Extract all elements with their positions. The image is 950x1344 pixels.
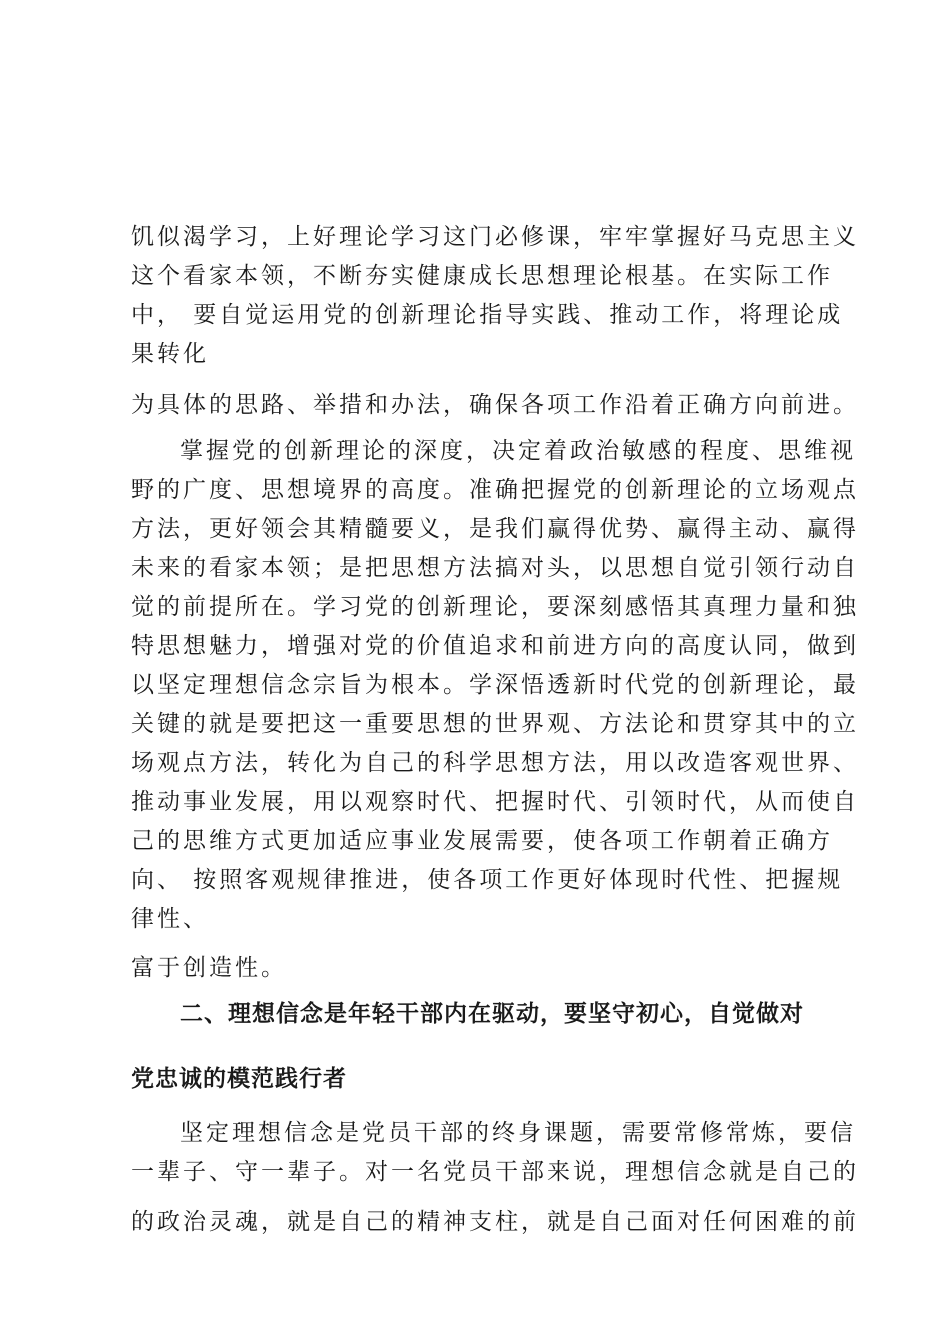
text-line: 野的广度、思想境界的高度。准确把握党的创新理论的立场观点: [131, 477, 859, 503]
text-line: 方法，更好领会其精髓要义，是我们赢得优势、赢得主动、赢得: [131, 516, 859, 542]
section-heading-continuation: 党忠诚的模范践行者: [131, 1066, 347, 1092]
text-line: 向、 按照客观规律推进，使各项工作更好体现时代性、把握规: [131, 867, 844, 893]
text-line: 未来的看家本领；是把思想方法搞对头，以思想自觉引领行动自: [131, 555, 859, 581]
text-line: 果转化: [131, 341, 209, 367]
text-line: 觉的前提所在。学习党的创新理论，要深刻感悟其真理力量和独: [131, 594, 859, 620]
text-line: 的政治灵魂，就是自己的精神支柱，就是自己面对任何困难的前: [131, 1209, 859, 1235]
text-line: 场观点方法，转化为自己的科学思想方法，用以改造客观世界、: [131, 750, 859, 776]
text-line: 以坚定理想信念宗旨为根本。学深悟透新时代党的创新理论，最: [131, 672, 859, 698]
text-line: 富于创造性。: [131, 955, 287, 981]
text-line: 特思想魅力，增强对党的价值追求和前进方向的高度认同，做到: [131, 633, 859, 659]
text-line: 关键的就是要把这一重要思想的世界观、方法论和贯穿其中的立: [131, 711, 859, 737]
text-line: 一辈子、守一辈子。对一名党员干部来说，理想信念就是自己的: [131, 1159, 859, 1185]
text-line: 中， 要自觉运用党的创新理论指导实践、推动工作，将理论成: [131, 302, 844, 328]
paragraph-first-line: 掌握党的创新理论的深度，决定着政治敏感的程度、思维视: [180, 438, 856, 464]
section-heading: 二、理想信念是年轻干部内在驱动，要坚守初心，自觉做对: [180, 1001, 804, 1027]
text-line: 己的思维方式更加适应事业发展需要，使各项工作朝着正确方: [131, 828, 833, 854]
text-line: 为具体的思路、举措和办法，确保各项工作沿着正确方向前进。: [131, 392, 859, 418]
text-line: 饥似渴学习，上好理论学习这门必修课，牢牢掌握好马克思主义: [131, 224, 859, 250]
paragraph-first-line: 坚定理想信念是党员干部的终身课题，需要常修常炼，要信: [180, 1120, 856, 1146]
text-line: 律性、: [131, 906, 209, 932]
text-line: 这个看家本领，不断夯实健康成长思想理论根基。在实际工作: [131, 263, 833, 289]
text-line: 推动事业发展，用以观察时代、把握时代、引领时代，从而使自: [131, 789, 859, 815]
